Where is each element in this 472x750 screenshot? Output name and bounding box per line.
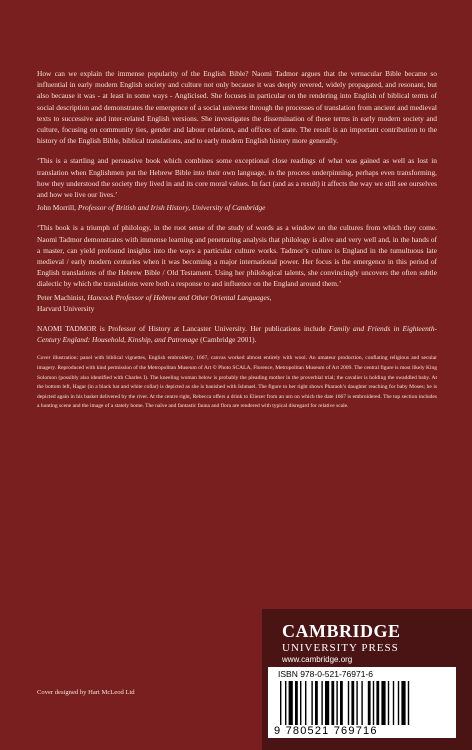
- reviewer-affiliation: Harvard University: [37, 303, 95, 313]
- review-machinist: [37, 222, 437, 314]
- barcode-bar: [321, 681, 322, 725]
- review-quote: ‘This is a startling and persuasive book which combines some exceptional close readings of what was gained as well as lost in translation when Englishmen put the Hebrew Bible into their own language, in the process underpinning, perhaps even transforming, how they understood the society they lived in and its core moral values. In fact (and as a result) it affects the way we still see ourselves and how we live our lives.’: [37, 156, 437, 200]
- barcode-bar: [295, 681, 298, 725]
- review-attribution: [37, 292, 437, 314]
- barcode-bar: [408, 681, 409, 725]
- barcode-bar: [401, 681, 405, 725]
- publisher-subtitle: UNIVERSITY PRESS: [282, 642, 399, 654]
- review-attribution: [37, 202, 437, 213]
- barcode-bar: [381, 681, 385, 725]
- review-quote: ‘This book is a triumph of philology, in the root sense of the study of words as a window on the cultures from which they come. Naomi Tadmor demonstrates with immense learning and penetrating analysis that philology is alive and very well and, in the hands of a master, can yield profound insights into the ways a particular culture works. Tadmor’s culture is England in the tumultuous late medieval / early modern centuries when it was becoming a major international power. Her focus is the emergence in this period of English translations of the Hebrew Bible / Old Testament. Using her philological talents, she convincingly uncovers the often subtle dialectic by which the translations were both a response to and influence on the England around them.’: [37, 223, 437, 289]
- barcode-bar: [376, 681, 379, 725]
- barcode-bar: [305, 681, 306, 725]
- barcode-bar: [388, 681, 389, 725]
- barcode-bar: [368, 681, 371, 725]
- barcode-bar: [285, 681, 286, 725]
- barcode-bar: [356, 681, 357, 725]
- author-bio: [37, 323, 437, 345]
- barcode-bar: [361, 681, 362, 725]
- publisher-name: CAMBRIDGE: [282, 621, 401, 641]
- barcode-bar: [398, 681, 399, 725]
- barcode-bar: [280, 681, 281, 725]
- barcode-bar: [348, 681, 349, 725]
- bio-text: NAOMI TADMOR is Professor of History at Lancaster University. Her publications include: [37, 324, 329, 334]
- back-cover-text: [37, 68, 437, 421]
- design-credit: Cover designed by Hart McLeod Ltd: [37, 689, 135, 696]
- reviewer-name: John Morrill,: [37, 203, 78, 213]
- barcode-bar: [393, 681, 394, 725]
- barcode-bars: [278, 681, 446, 725]
- reviewer-title: Professor of British and Irish History, University of Cambridge: [77, 203, 266, 213]
- barcode-bar: [300, 681, 301, 725]
- cover-caption: Cover illustration: panel with biblical vignettes, English embroidery, 1667, canvas worked almost entirely with wool. An amateur production, conflating religious and secular imagery. Reproduced with kind permission of the Metropolitan Museum of Art © Photo SCALA, Florence, Metropolitan Museum of Art 2009. The central figure is most likely King Solomon (possibly also identified with Charles I). The kneeling woman below is probably the pleading mother in the proverbial trial; the cavalier is holding the swaddled baby. At the bottom left, Hagar (in a black hat and white collar) is depicted as she is banished with Ishmael. The figure to her right shows Pharaoh’s daughter reaching for baby Moses; he is depicted again in his basket delivered by the river. At the centre right, Rebecca offers a drink to Eliezer from an urn on which the date 1667 is embroidered. The top section includes a hunting scene and the image of a stately home. The naïve and fantastic fauna and flora are rendered with typical disregard for relative scale.: [37, 355, 437, 410]
- barcode-bar: [315, 681, 318, 725]
- barcode-bar: [311, 681, 312, 725]
- barcode-digits: 9 780521 769716: [274, 725, 378, 737]
- barcode-bar: [373, 681, 374, 725]
- barcode-bar: [336, 681, 337, 725]
- isbn-label: ISBN 978-0-521-76971-6: [278, 669, 373, 679]
- barcode-bar: [325, 681, 329, 725]
- barcode-bar: [340, 681, 343, 725]
- bio-tail: (Cambridge 2001).: [198, 335, 257, 345]
- reviewer-name: Peter Machinist,: [37, 292, 88, 302]
- blurb: How can we explain the immense popularity of the English Bible? Naomi Tadmor argues that the vernacular Bible became so influential in early modern English society and culture not only because it was deeply revered, widely propagated, and resonant, but also because it was - at least in some ways - Anglicised. She focuses in particular on the rendering into English of biblical terms of social description and demonstrates the emergence of a social universe through the processes of translation from ancient and medieval texts to successive and inter-related English versions. She investigates the dissemination of these terms in early modern society and culture, focusing on community ties, gender and labour relations, and offices of state. The result is an important contribution to the history of the English Bible, biblical translations, and to early modern English history more generally.: [37, 69, 437, 146]
- barcode: [268, 667, 456, 738]
- review-morrill: [37, 155, 437, 213]
- publisher-url: www.cambridge.org: [282, 655, 353, 664]
- barcode-bar: [351, 681, 354, 725]
- barcode-bar: [331, 681, 334, 725]
- reviewer-title: Hancock Professor of Hebrew and Other Oriental Languages,: [87, 292, 272, 302]
- barcode-bar: [289, 681, 293, 725]
- bio-book: Family and Friends in Eighteenth-Century England: Household, Kinship, and Patronage: [37, 324, 437, 345]
